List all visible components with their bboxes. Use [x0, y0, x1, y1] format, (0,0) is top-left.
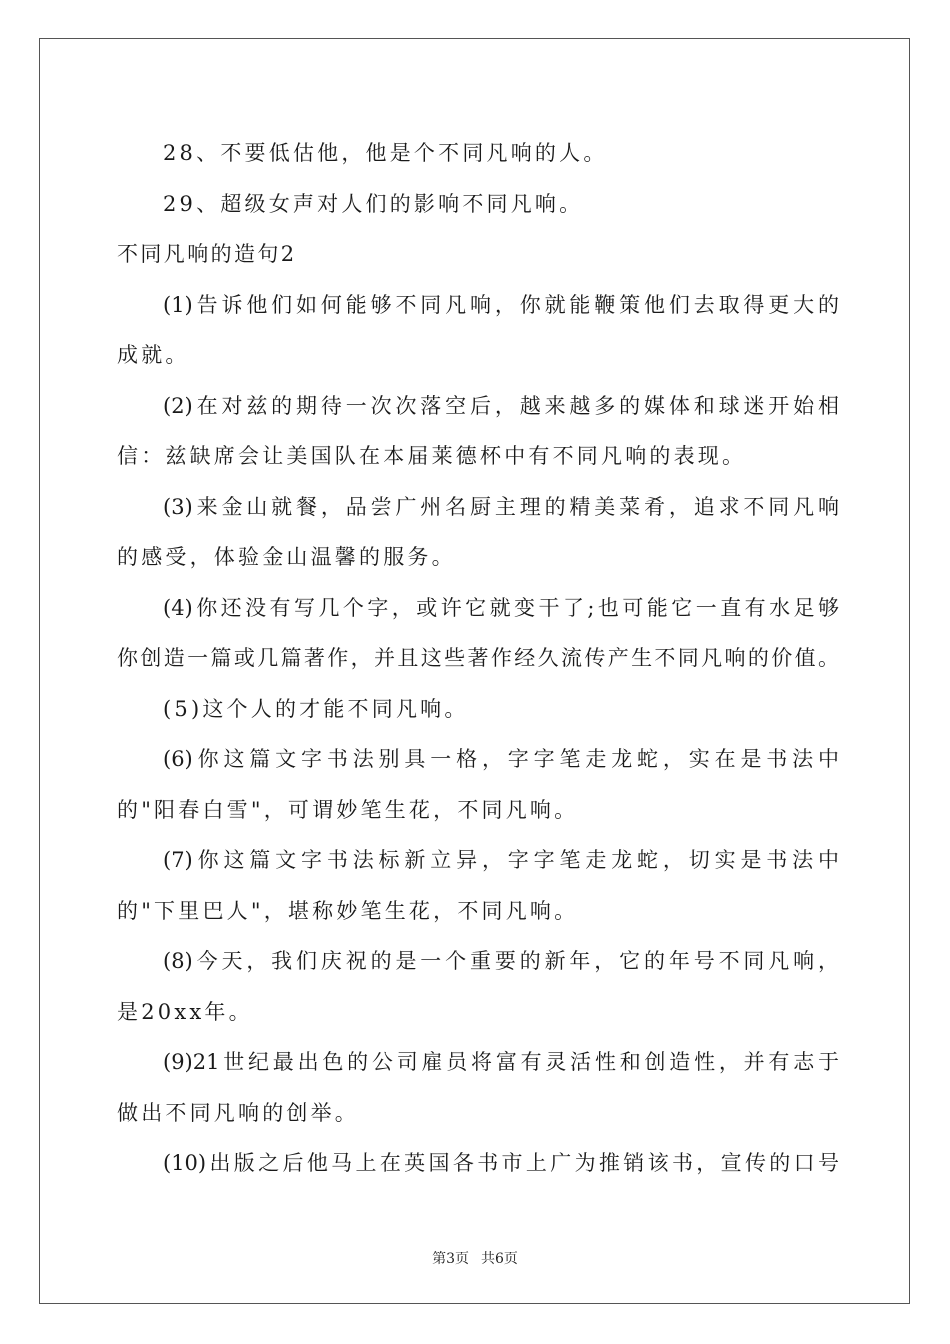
text-line: 28、不要低估他，他是个不同凡响的人。 — [163, 141, 608, 165]
page-footer — [0, 1248, 950, 1268]
text-line: (4)你还没有写几个字，或许它就变干了;也可能它一直有水足够 — [163, 595, 839, 620]
text-line: 成就。 — [117, 343, 190, 367]
text-line: 做出不同凡响的创举。 — [117, 1100, 359, 1125]
section-heading: 不同凡响的造句2 — [117, 242, 297, 266]
document-body — [117, 128, 839, 1189]
text-line: (1)告诉他们如何能够不同凡响，你就能鞭策他们去取得更大的 — [163, 292, 839, 317]
text-line: 你创造一篇或几篇著作，并且这些著作经久流传产生不同凡响的价值。 — [117, 646, 839, 670]
text-line: 的"阳春白雪"，可谓妙笔生花，不同凡响。 — [117, 797, 579, 822]
text-line: (5)这个人的才能不同凡响。 — [163, 696, 469, 721]
text-line: (8)今天，我们庆祝的是一个重要的新年，它的年号不同凡响， — [163, 949, 839, 973]
text-line: (10)出版之后他马上在英国各书市上广为推销该书，宣传的口号 — [163, 1151, 839, 1175]
text-line: (3)来金山就餐，品尝广州名厨主理的精美菜肴，追求不同凡响 — [163, 494, 839, 519]
text-line: 是20xx年。 — [117, 999, 253, 1024]
text-line: 的"下里巴人"，堪称妙笔生花，不同凡响。 — [117, 898, 579, 923]
page-number: 第3页 — [432, 1251, 469, 1267]
text-line: 的感受，体验金山温馨的服务。 — [117, 545, 456, 569]
text-line: (9)21世纪最出色的公司雇员将富有灵活性和创造性，并有志于 — [163, 1050, 839, 1074]
text-line: (7)你这篇文字书法标新立异，字字笔走龙蛇，切实是书法中 — [163, 848, 839, 872]
text-line: (6)你这篇文字书法别具一格，字字笔走龙蛇，实在是书法中 — [163, 747, 839, 771]
page-total: 共6页 — [481, 1251, 518, 1267]
text-line: (2)在对兹的期待一次次落空后，越来越多的媒体和球迷开始相 — [163, 393, 839, 418]
text-line: 信：兹缺席会让美国队在本届莱德杯中有不同凡响的表现。 — [117, 444, 747, 468]
text-line: 29、超级女声对人们的影响不同凡响。 — [163, 191, 584, 216]
